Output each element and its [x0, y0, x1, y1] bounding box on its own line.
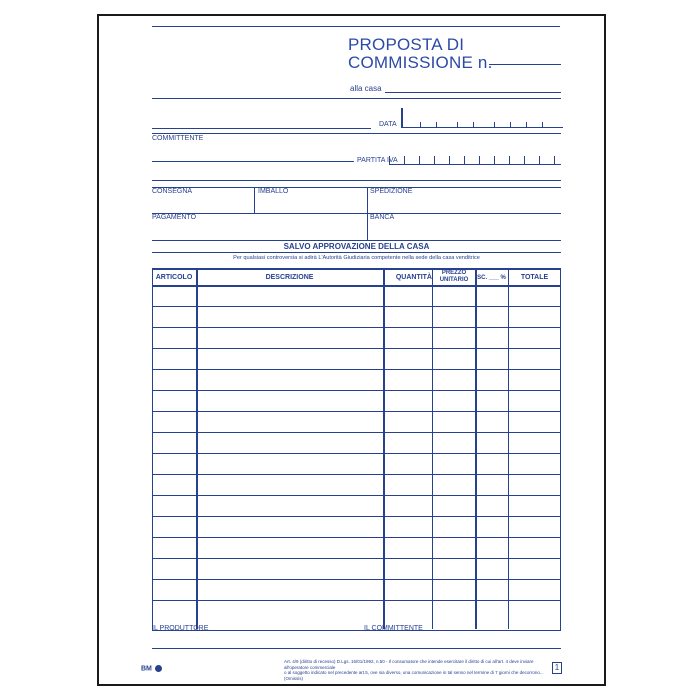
table-row[interactable]	[152, 453, 561, 454]
table-row[interactable]	[152, 495, 561, 496]
data-tick	[473, 122, 474, 127]
table-row[interactable]	[152, 411, 561, 412]
spedizione-label: SPEDIZIONE	[370, 188, 413, 195]
table-row[interactable]	[152, 558, 561, 559]
col-header-totale: TOTALE	[520, 274, 549, 281]
salvo-approvazione: SALVO APPROVAZIONE DELLA CASA	[283, 242, 430, 251]
legal-note	[284, 659, 550, 681]
pagamento-label: PAGAMENTO	[152, 214, 197, 221]
legal-line-2: o al soggetto indicato nel precedente art.5, ove sia diverso, una comunicazione in tal senso nel termine di 7 giorni che decorrono... (Omissis)	[284, 670, 544, 681]
separator	[152, 133, 561, 134]
alla-casa-label: alla casa	[350, 84, 382, 93]
banca-label: BANCA	[370, 214, 395, 221]
data-tick	[494, 122, 495, 127]
items-table	[152, 268, 561, 631]
alla-casa-field[interactable]	[385, 92, 561, 93]
col-divider	[383, 268, 385, 629]
table-row[interactable]	[152, 348, 561, 349]
col-divider	[196, 268, 198, 629]
separator	[152, 180, 561, 181]
piva-tick	[449, 156, 450, 164]
committente-signature-label: IL COMMITTENTE	[364, 625, 423, 632]
col-divider	[432, 268, 433, 629]
piva-tick	[524, 156, 525, 164]
piva-tick	[419, 156, 420, 164]
brand-logo-icon	[155, 665, 162, 672]
table-row[interactable]	[152, 327, 561, 328]
table-row[interactable]	[152, 474, 561, 475]
col-header-descrizione: DESCRIZIONE	[265, 274, 314, 281]
table-row[interactable]	[152, 516, 561, 517]
top-rule	[152, 26, 560, 27]
committente-label: COMMITTENTE	[152, 135, 204, 142]
piva-tick	[434, 156, 435, 164]
data-tick	[457, 122, 458, 127]
consegna-label: CONSEGNA	[152, 188, 193, 195]
table-row[interactable]	[152, 390, 561, 391]
form-title-line2: COMMISSIONE n.	[348, 53, 493, 72]
partita-iva-label: PARTITA IVA	[357, 157, 398, 164]
controversia-note: Per qualsiasi controversia si adirà L'Autorità Giudiziaria competente nella sede della casa venditrice	[233, 255, 480, 261]
copy-number-badge: 1	[552, 662, 562, 674]
brand-text: BM	[141, 665, 152, 673]
separator	[152, 252, 561, 253]
data-tick	[542, 122, 543, 127]
data-tick	[420, 122, 421, 127]
piva-tick	[494, 156, 495, 164]
col-header-sconto: SC. ___ %	[477, 275, 506, 281]
legal-line-1: Art. 4/9 (diritto di recesso) D.Lgs. 15/01/1992, n.50 - Il consumatore che intende esercitare il diritto di cui all'art. 4 deve inviare all'operatore commerciale	[284, 659, 534, 670]
partita-iva-field[interactable]	[389, 164, 561, 165]
table-row[interactable]	[152, 579, 561, 580]
piva-tick	[509, 156, 510, 164]
table-row[interactable]	[152, 369, 561, 370]
table-row[interactable]	[152, 432, 561, 433]
data-field[interactable]	[401, 108, 563, 128]
address-line-2[interactable]	[152, 128, 371, 129]
produttore-label: IL PRODUTTORE	[152, 625, 209, 632]
piva-tick	[404, 156, 405, 164]
col-divider	[508, 268, 509, 629]
col-header-articolo: ARTICOLO	[155, 274, 193, 281]
piva-tick	[539, 156, 540, 164]
form-title-line1: PROPOSTA DI	[348, 35, 465, 54]
separator	[152, 213, 561, 214]
data-tick	[510, 122, 511, 127]
form-page	[97, 14, 606, 686]
table-row[interactable]	[152, 306, 561, 307]
piva-tick	[479, 156, 480, 164]
data-tick	[436, 122, 437, 127]
col-header-quantita: QUANTITÀ	[395, 274, 432, 281]
number-field[interactable]	[489, 64, 561, 65]
piva-tick	[389, 156, 390, 164]
committente-field[interactable]	[152, 161, 354, 162]
imballo-label: IMBALLO	[258, 188, 289, 195]
data-tick	[526, 122, 527, 127]
table-header-rule	[152, 285, 561, 287]
table-row[interactable]	[152, 537, 561, 538]
col-header-prezzo: PREZZO UNITARIO	[439, 270, 469, 283]
piva-tick	[464, 156, 465, 164]
brand-mark	[141, 665, 162, 672]
piva-tick	[554, 156, 555, 164]
separator	[152, 240, 561, 241]
data-label: DATA	[379, 121, 397, 128]
table-row[interactable]	[152, 600, 561, 601]
separator	[152, 187, 561, 188]
address-line-1[interactable]	[152, 98, 561, 99]
col-divider	[475, 268, 477, 629]
signature-rule	[152, 648, 561, 649]
divider	[254, 187, 255, 214]
